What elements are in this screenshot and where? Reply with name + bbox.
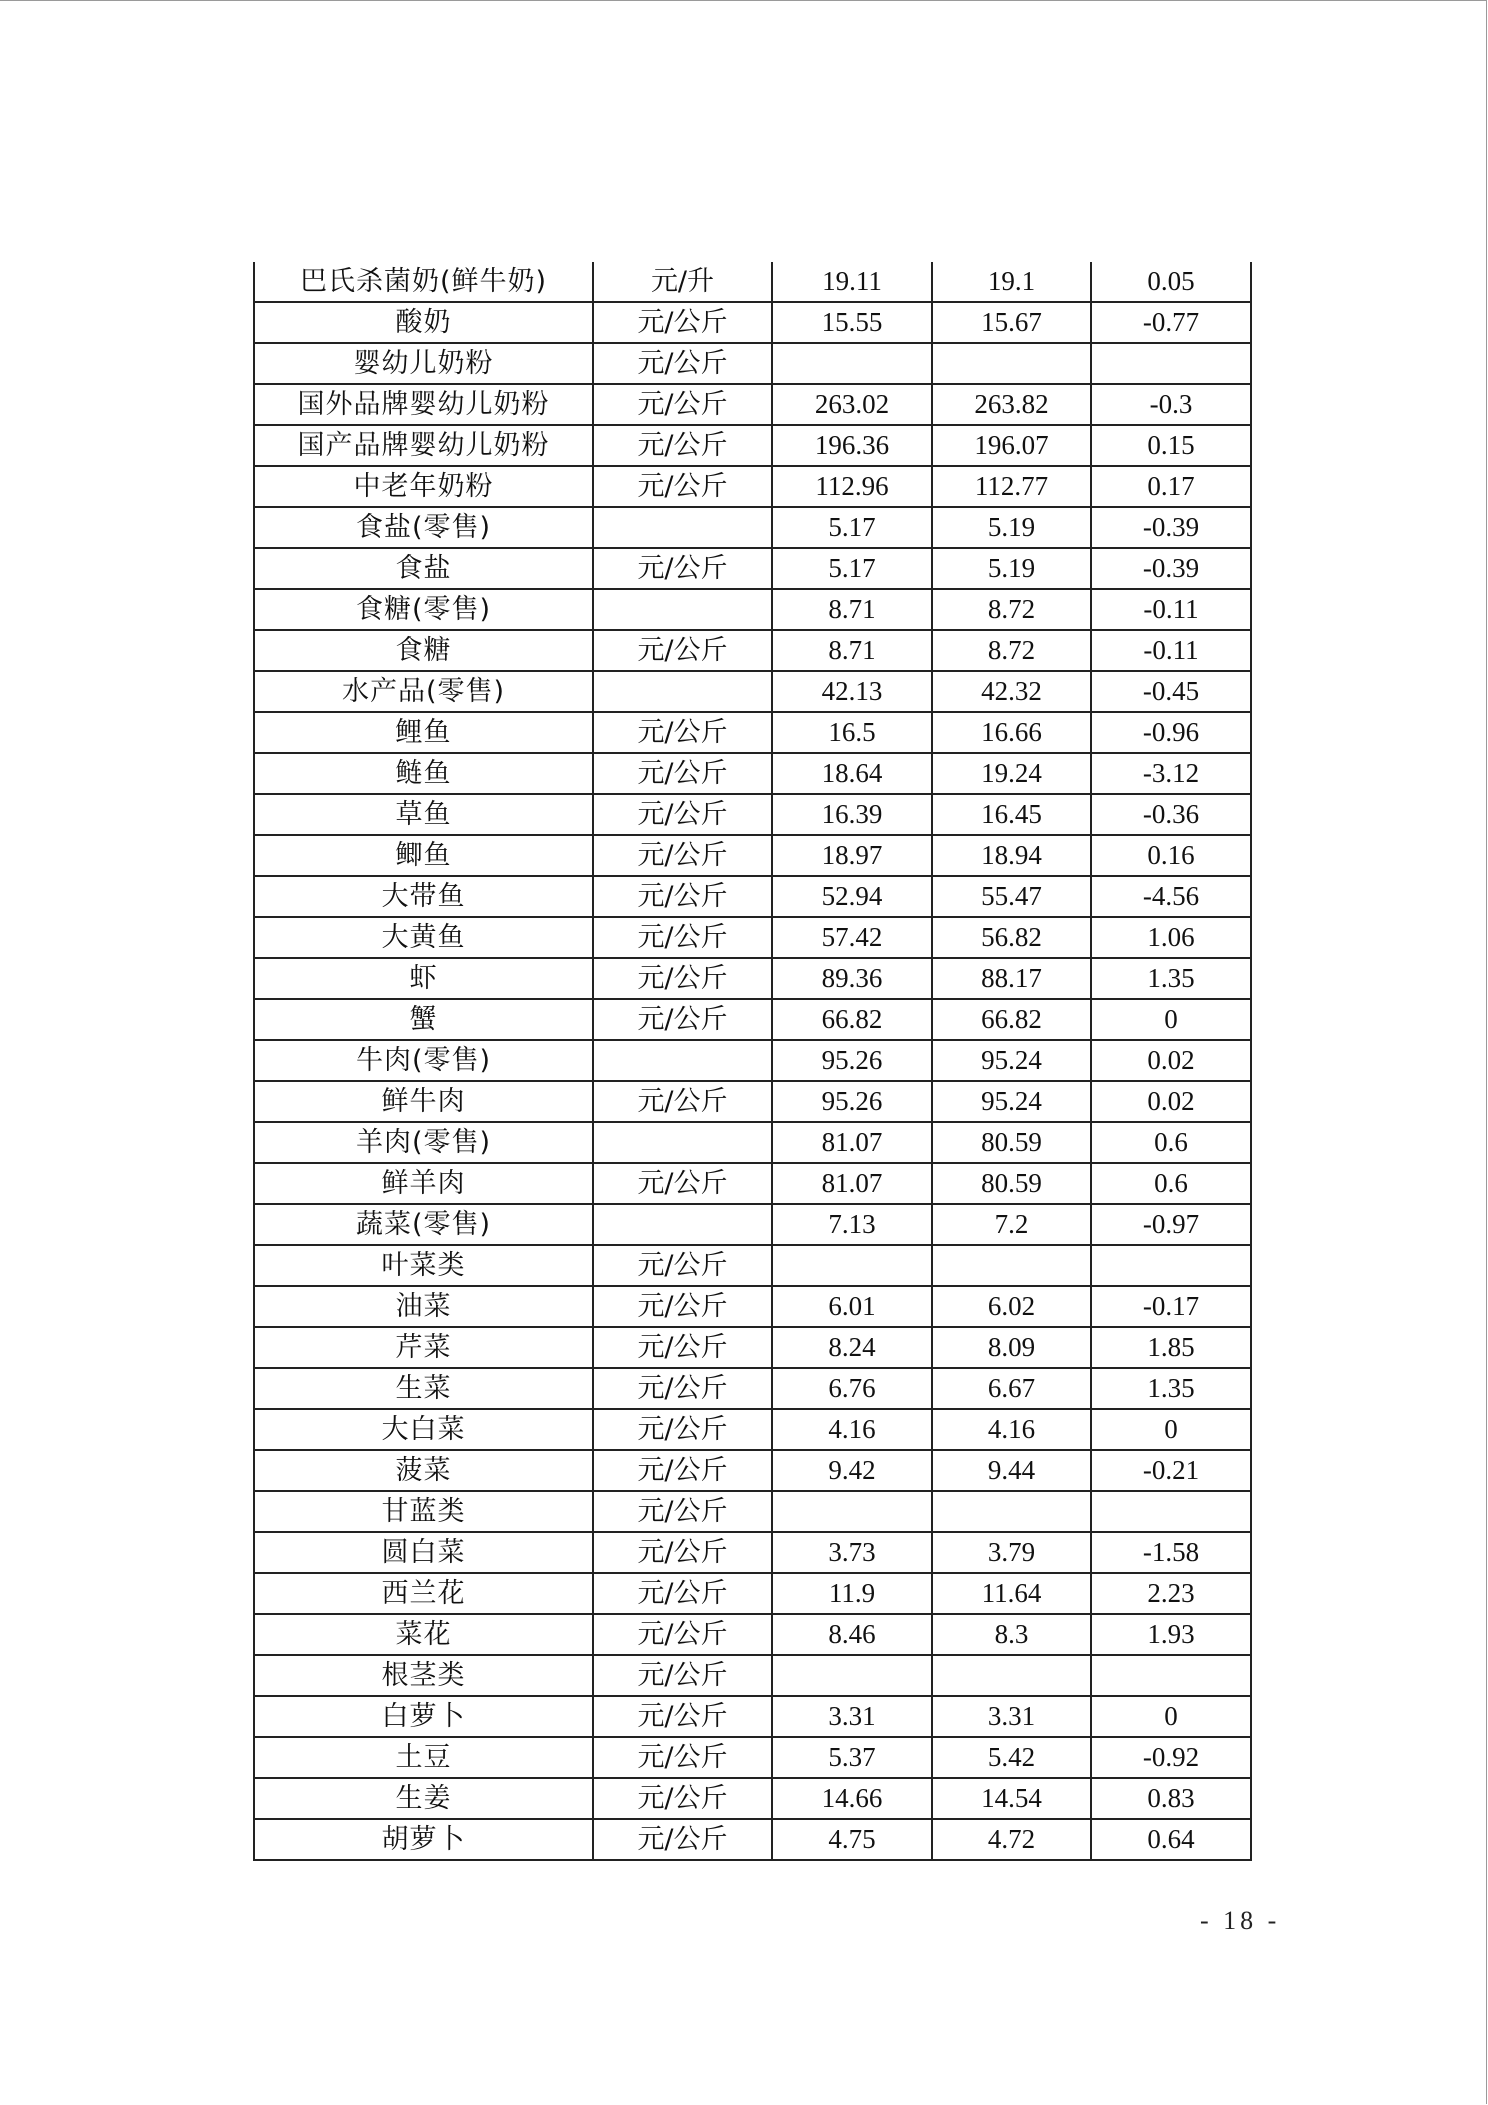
- table-row: [254, 753, 1251, 794]
- previous-price-cell: [932, 1655, 1091, 1696]
- item-name-cell: 鲢鱼: [254, 753, 593, 794]
- previous-price-cell: 5.19: [932, 548, 1091, 589]
- current-price-cell: 3.73: [772, 1532, 932, 1573]
- item-name-cell: 中老年奶粉: [254, 466, 593, 507]
- unit-cell: 元/公斤: [593, 1081, 772, 1122]
- item-name-cell: 菠菜: [254, 1450, 593, 1491]
- change-percent-cell: -0.21: [1091, 1450, 1251, 1491]
- previous-price-cell: [932, 1491, 1091, 1532]
- unit-cell: 元/公斤: [593, 958, 772, 999]
- table-row: [254, 507, 1251, 548]
- unit-cell: 元/公斤: [593, 876, 772, 917]
- unit-cell: 元/公斤: [593, 917, 772, 958]
- table-row: [254, 1245, 1251, 1286]
- unit-cell: 元/公斤: [593, 1368, 772, 1409]
- current-price-cell: 81.07: [772, 1163, 932, 1204]
- unit-cell: [593, 671, 772, 712]
- current-price-cell: 81.07: [772, 1122, 932, 1163]
- current-price-cell: 5.37: [772, 1737, 932, 1778]
- price-table-body: [254, 262, 1251, 1860]
- current-price-cell: 95.26: [772, 1081, 932, 1122]
- table-row: [254, 1573, 1251, 1614]
- current-price-cell: 11.9: [772, 1573, 932, 1614]
- current-price-cell: 42.13: [772, 671, 932, 712]
- previous-price-cell: 6.67: [932, 1368, 1091, 1409]
- unit-cell: 元/公斤: [593, 425, 772, 466]
- unit-cell: 元/公斤: [593, 343, 772, 384]
- unit-cell: [593, 1204, 772, 1245]
- table-row: [254, 262, 1251, 302]
- item-name-cell: 羊肉(零售): [254, 1122, 593, 1163]
- item-name-cell: 土豆: [254, 1737, 593, 1778]
- unit-cell: 元/公斤: [593, 1409, 772, 1450]
- item-name-cell: 叶菜类: [254, 1245, 593, 1286]
- current-price-cell: 9.42: [772, 1450, 932, 1491]
- current-price-cell: 263.02: [772, 384, 932, 425]
- previous-price-cell: 16.66: [932, 712, 1091, 753]
- change-percent-cell: -0.11: [1091, 589, 1251, 630]
- previous-price-cell: 263.82: [932, 384, 1091, 425]
- change-percent-cell: -0.92: [1091, 1737, 1251, 1778]
- previous-price-cell: 66.82: [932, 999, 1091, 1040]
- table-row: [254, 548, 1251, 589]
- unit-cell: 元/公斤: [593, 630, 772, 671]
- unit-cell: 元/公斤: [593, 1696, 772, 1737]
- table-row: [254, 1778, 1251, 1819]
- unit-cell: 元/公斤: [593, 794, 772, 835]
- current-price-cell: 89.36: [772, 958, 932, 999]
- previous-price-cell: 8.72: [932, 589, 1091, 630]
- current-price-cell: 7.13: [772, 1204, 932, 1245]
- change-percent-cell: -0.45: [1091, 671, 1251, 712]
- previous-price-cell: 16.45: [932, 794, 1091, 835]
- unit-cell: 元/公斤: [593, 1327, 772, 1368]
- table-row: [254, 835, 1251, 876]
- unit-cell: [593, 1122, 772, 1163]
- change-percent-cell: [1091, 343, 1251, 384]
- table-row: [254, 1286, 1251, 1327]
- item-name-cell: 油菜: [254, 1286, 593, 1327]
- page-number: - 18 -: [1200, 1906, 1281, 1935]
- previous-price-cell: 19.1: [932, 262, 1091, 302]
- current-price-cell: [772, 1491, 932, 1532]
- previous-price-cell: 7.2: [932, 1204, 1091, 1245]
- change-percent-cell: 1.35: [1091, 1368, 1251, 1409]
- current-price-cell: 8.71: [772, 589, 932, 630]
- current-price-cell: [772, 343, 932, 384]
- item-name-cell: 圆白菜: [254, 1532, 593, 1573]
- change-percent-cell: -3.12: [1091, 753, 1251, 794]
- table-row: [254, 1327, 1251, 1368]
- change-percent-cell: [1091, 1491, 1251, 1532]
- unit-cell: 元/公斤: [593, 712, 772, 753]
- current-price-cell: [772, 1655, 932, 1696]
- change-percent-cell: 0.16: [1091, 835, 1251, 876]
- change-percent-cell: [1091, 1245, 1251, 1286]
- change-percent-cell: -0.96: [1091, 712, 1251, 753]
- unit-cell: 元/公斤: [593, 1286, 772, 1327]
- table-row: [254, 589, 1251, 630]
- current-price-cell: 3.31: [772, 1696, 932, 1737]
- unit-cell: 元/公斤: [593, 1655, 772, 1696]
- item-name-cell: 蔬菜(零售): [254, 1204, 593, 1245]
- change-percent-cell: -0.17: [1091, 1286, 1251, 1327]
- change-percent-cell: 0.6: [1091, 1122, 1251, 1163]
- item-name-cell: 水产品(零售): [254, 671, 593, 712]
- current-price-cell: 15.55: [772, 302, 932, 343]
- previous-price-cell: 14.54: [932, 1778, 1091, 1819]
- item-name-cell: 食糖: [254, 630, 593, 671]
- change-percent-cell: 0.17: [1091, 466, 1251, 507]
- table-row: [254, 302, 1251, 343]
- change-percent-cell: [1091, 1655, 1251, 1696]
- previous-price-cell: 55.47: [932, 876, 1091, 917]
- current-price-cell: 57.42: [772, 917, 932, 958]
- previous-price-cell: 11.64: [932, 1573, 1091, 1614]
- table-row: [254, 712, 1251, 753]
- previous-price-cell: 9.44: [932, 1450, 1091, 1491]
- change-percent-cell: 0.02: [1091, 1040, 1251, 1081]
- unit-cell: [593, 507, 772, 548]
- table-row: [254, 1040, 1251, 1081]
- previous-price-cell: 5.42: [932, 1737, 1091, 1778]
- unit-cell: 元/公斤: [593, 1778, 772, 1819]
- change-percent-cell: 1.06: [1091, 917, 1251, 958]
- previous-price-cell: [932, 1245, 1091, 1286]
- change-percent-cell: 0: [1091, 1696, 1251, 1737]
- table-row: [254, 1532, 1251, 1573]
- table-row: [254, 1450, 1251, 1491]
- change-percent-cell: 0: [1091, 1409, 1251, 1450]
- table-row: [254, 1491, 1251, 1532]
- unit-cell: 元/公斤: [593, 835, 772, 876]
- item-name-cell: 蟹: [254, 999, 593, 1040]
- unit-cell: 元/公斤: [593, 302, 772, 343]
- current-price-cell: 6.01: [772, 1286, 932, 1327]
- table-row: [254, 630, 1251, 671]
- current-price-cell: 16.5: [772, 712, 932, 753]
- previous-price-cell: 6.02: [932, 1286, 1091, 1327]
- change-percent-cell: 0.64: [1091, 1819, 1251, 1860]
- current-price-cell: 18.64: [772, 753, 932, 794]
- table-row: [254, 1204, 1251, 1245]
- item-name-cell: 鲫鱼: [254, 835, 593, 876]
- item-name-cell: 婴幼儿奶粉: [254, 343, 593, 384]
- change-percent-cell: -0.39: [1091, 548, 1251, 589]
- table-row: [254, 466, 1251, 507]
- unit-cell: 元/公斤: [593, 1573, 772, 1614]
- change-percent-cell: 0: [1091, 999, 1251, 1040]
- item-name-cell: 菜花: [254, 1614, 593, 1655]
- table-row: [254, 425, 1251, 466]
- current-price-cell: 95.26: [772, 1040, 932, 1081]
- previous-price-cell: 5.19: [932, 507, 1091, 548]
- current-price-cell: 16.39: [772, 794, 932, 835]
- change-percent-cell: -1.58: [1091, 1532, 1251, 1573]
- item-name-cell: 鲤鱼: [254, 712, 593, 753]
- current-price-cell: 19.11: [772, 262, 932, 302]
- change-percent-cell: 0.15: [1091, 425, 1251, 466]
- current-price-cell: 66.82: [772, 999, 932, 1040]
- unit-cell: 元/公斤: [593, 466, 772, 507]
- item-name-cell: 国产品牌婴幼儿奶粉: [254, 425, 593, 466]
- change-percent-cell: 0.83: [1091, 1778, 1251, 1819]
- previous-price-cell: 8.09: [932, 1327, 1091, 1368]
- previous-price-cell: 95.24: [932, 1040, 1091, 1081]
- item-name-cell: 鲜牛肉: [254, 1081, 593, 1122]
- previous-price-cell: [932, 343, 1091, 384]
- price-table: [253, 262, 1252, 1861]
- item-name-cell: 大白菜: [254, 1409, 593, 1450]
- current-price-cell: 52.94: [772, 876, 932, 917]
- table-row: [254, 1819, 1251, 1860]
- current-price-cell: 112.96: [772, 466, 932, 507]
- current-price-cell: 8.46: [772, 1614, 932, 1655]
- item-name-cell: 食盐: [254, 548, 593, 589]
- table-row: [254, 999, 1251, 1040]
- item-name-cell: 甘蓝类: [254, 1491, 593, 1532]
- table-row: [254, 1081, 1251, 1122]
- previous-price-cell: 8.72: [932, 630, 1091, 671]
- unit-cell: 元/升: [593, 262, 772, 302]
- item-name-cell: 牛肉(零售): [254, 1040, 593, 1081]
- previous-price-cell: 80.59: [932, 1122, 1091, 1163]
- table-row: [254, 1368, 1251, 1409]
- item-name-cell: 胡萝卜: [254, 1819, 593, 1860]
- unit-cell: [593, 1040, 772, 1081]
- current-price-cell: 5.17: [772, 548, 932, 589]
- item-name-cell: 草鱼: [254, 794, 593, 835]
- item-name-cell: 大黄鱼: [254, 917, 593, 958]
- unit-cell: 元/公斤: [593, 1614, 772, 1655]
- item-name-cell: 酸奶: [254, 302, 593, 343]
- item-name-cell: 鲜羊肉: [254, 1163, 593, 1204]
- item-name-cell: 生菜: [254, 1368, 593, 1409]
- unit-cell: 元/公斤: [593, 1532, 772, 1573]
- item-name-cell: 虾: [254, 958, 593, 999]
- table-row: [254, 876, 1251, 917]
- current-price-cell: 14.66: [772, 1778, 932, 1819]
- change-percent-cell: 1.85: [1091, 1327, 1251, 1368]
- item-name-cell: 西兰花: [254, 1573, 593, 1614]
- change-percent-cell: -0.11: [1091, 630, 1251, 671]
- previous-price-cell: 112.77: [932, 466, 1091, 507]
- table-row: [254, 794, 1251, 835]
- table-row: [254, 1122, 1251, 1163]
- previous-price-cell: 4.72: [932, 1819, 1091, 1860]
- unit-cell: 元/公斤: [593, 999, 772, 1040]
- change-percent-cell: -0.39: [1091, 507, 1251, 548]
- table-row: [254, 1614, 1251, 1655]
- current-price-cell: 8.71: [772, 630, 932, 671]
- unit-cell: 元/公斤: [593, 1491, 772, 1532]
- table-row: [254, 1696, 1251, 1737]
- item-name-cell: 芹菜: [254, 1327, 593, 1368]
- table-row: [254, 1655, 1251, 1696]
- current-price-cell: 6.76: [772, 1368, 932, 1409]
- current-price-cell: 4.75: [772, 1819, 932, 1860]
- previous-price-cell: 80.59: [932, 1163, 1091, 1204]
- unit-cell: 元/公斤: [593, 753, 772, 794]
- item-name-cell: 食糖(零售): [254, 589, 593, 630]
- unit-cell: 元/公斤: [593, 548, 772, 589]
- current-price-cell: 196.36: [772, 425, 932, 466]
- table-row: [254, 958, 1251, 999]
- table-row: [254, 671, 1251, 712]
- item-name-cell: 根茎类: [254, 1655, 593, 1696]
- previous-price-cell: 95.24: [932, 1081, 1091, 1122]
- unit-cell: 元/公斤: [593, 1163, 772, 1204]
- current-price-cell: 4.16: [772, 1409, 932, 1450]
- change-percent-cell: -0.3: [1091, 384, 1251, 425]
- table-row: [254, 917, 1251, 958]
- unit-cell: 元/公斤: [593, 1245, 772, 1286]
- previous-price-cell: 88.17: [932, 958, 1091, 999]
- table-row: [254, 1409, 1251, 1450]
- unit-cell: 元/公斤: [593, 384, 772, 425]
- change-percent-cell: -4.56: [1091, 876, 1251, 917]
- previous-price-cell: 4.16: [932, 1409, 1091, 1450]
- current-price-cell: 18.97: [772, 835, 932, 876]
- item-name-cell: 国外品牌婴幼儿奶粉: [254, 384, 593, 425]
- unit-cell: 元/公斤: [593, 1737, 772, 1778]
- table-row: [254, 343, 1251, 384]
- change-percent-cell: 0.6: [1091, 1163, 1251, 1204]
- item-name-cell: 白萝卜: [254, 1696, 593, 1737]
- previous-price-cell: 19.24: [932, 753, 1091, 794]
- previous-price-cell: 3.31: [932, 1696, 1091, 1737]
- change-percent-cell: 2.23: [1091, 1573, 1251, 1614]
- current-price-cell: [772, 1245, 932, 1286]
- item-name-cell: 食盐(零售): [254, 507, 593, 548]
- previous-price-cell: 15.67: [932, 302, 1091, 343]
- current-price-cell: 5.17: [772, 507, 932, 548]
- current-price-cell: 8.24: [772, 1327, 932, 1368]
- change-percent-cell: -0.97: [1091, 1204, 1251, 1245]
- item-name-cell: 大带鱼: [254, 876, 593, 917]
- table-row: [254, 384, 1251, 425]
- previous-price-cell: 18.94: [932, 835, 1091, 876]
- unit-cell: [593, 589, 772, 630]
- item-name-cell: 生姜: [254, 1778, 593, 1819]
- change-percent-cell: -0.36: [1091, 794, 1251, 835]
- table-row: [254, 1737, 1251, 1778]
- unit-cell: 元/公斤: [593, 1450, 772, 1491]
- item-name-cell: 巴氏杀菌奶(鲜牛奶): [254, 262, 593, 302]
- change-percent-cell: 0.02: [1091, 1081, 1251, 1122]
- table-row: [254, 1163, 1251, 1204]
- previous-price-cell: 196.07: [932, 425, 1091, 466]
- previous-price-cell: 8.3: [932, 1614, 1091, 1655]
- previous-price-cell: 3.79: [932, 1532, 1091, 1573]
- change-percent-cell: 1.93: [1091, 1614, 1251, 1655]
- change-percent-cell: 0.05: [1091, 262, 1251, 302]
- previous-price-cell: 42.32: [932, 671, 1091, 712]
- previous-price-cell: 56.82: [932, 917, 1091, 958]
- unit-cell: 元/公斤: [593, 1819, 772, 1860]
- change-percent-cell: 1.35: [1091, 958, 1251, 999]
- change-percent-cell: -0.77: [1091, 302, 1251, 343]
